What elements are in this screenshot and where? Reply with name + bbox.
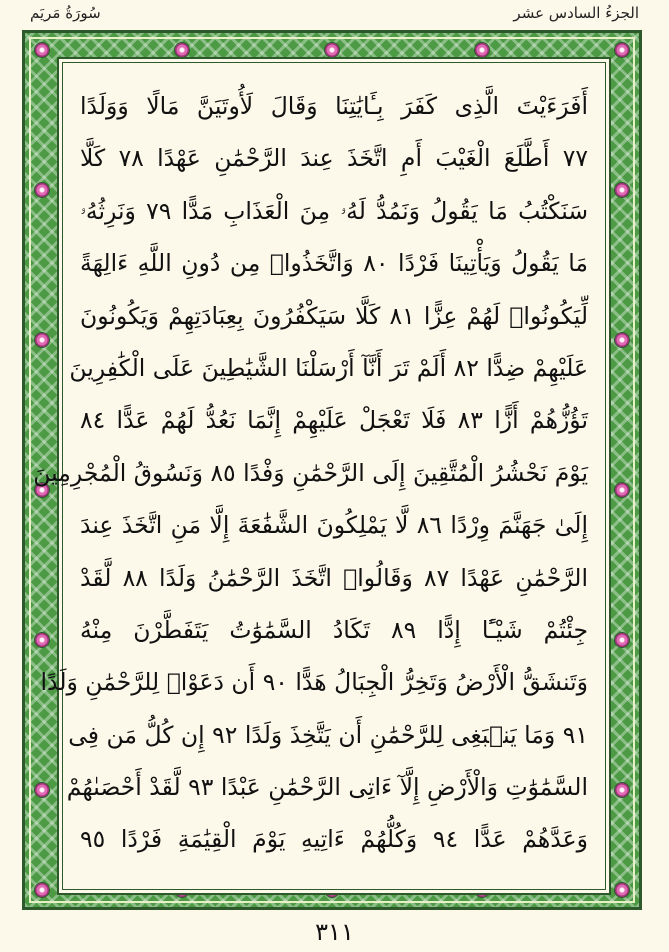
text-line: لِّيَكُونُوا۟ لَهُمْ عِزًّا ٨١ كَلَّا سَيَكْفُرُونَ بِعِبَادَتِهِمْ وَيَكُونُونَ bbox=[80, 301, 588, 330]
rosette-ornament-icon bbox=[35, 333, 49, 347]
page-number: ٣١١ bbox=[315, 918, 354, 946]
rosette-ornament-icon bbox=[615, 483, 629, 497]
text-line: ٧٧ أَطَّلَعَ الْغَيْبَ أَمِ اتَّخَذَ عِندَ الرَّحْمَٰنِ عَهْدًا ٧٨ كَلَّا bbox=[80, 144, 588, 173]
rosette-ornament-icon bbox=[35, 633, 49, 647]
rosette-ornament-icon bbox=[35, 783, 49, 797]
text-line: وَعَدَّهُمْ عَدًّا ٩٤ وَكُلُّهُمْ ءَاتِيهِ يَوْمَ الْقِيَٰمَةِ فَرْدًا ٩٥ bbox=[80, 825, 588, 854]
text-line: تَؤُزُّهُمْ أَزًّا ٨٣ فَلَا تَعْجَلْ عَلَيْهِمْ إِنَّمَا نَعُدُّ لَهُمْ عَدًّا ٨٤ bbox=[80, 406, 588, 435]
rosette-ornament-icon bbox=[35, 883, 49, 897]
text-line: مَا يَقُولُ وَيَأْتِينَا فَرْدًا ٨٠ وَاتَّخَذُوا۟ مِن دُونِ اللَّهِ ءَالِهَةً bbox=[80, 249, 588, 278]
rosette-ornament-icon bbox=[35, 183, 49, 197]
text-line: سَنَكْتُبُ مَا يَقُولُ وَنَمُدُّ لَهُۥ مِنَ الْعَذَابِ مَدًّا ٧٩ وَنَرِثُهُۥ bbox=[80, 196, 589, 225]
text-line: إِلَىٰ جَهَنَّمَ وِرْدًا ٨٦ لَّا يَمْلِكُونَ الشَّفَٰعَةَ إِلَّا مَنِ اتَّخَذَ عِندَ bbox=[80, 511, 588, 540]
text-line: الرَّحْمَٰنِ عَهْدًا ٨٧ وَقَالُوا۟ اتَّخَذَ الرَّحْمَٰنُ وَلَدًا ٨٨ لَّقَدْ bbox=[80, 563, 588, 592]
juz-title: الجزءُ السادس عشر bbox=[513, 4, 639, 22]
rosette-ornament-icon bbox=[175, 43, 189, 57]
rosette-ornament-icon bbox=[615, 883, 629, 897]
rosette-ornament-icon bbox=[615, 183, 629, 197]
rosette-ornament-icon bbox=[615, 633, 629, 647]
text-line: السَّمَٰوَٰتِ وَالْأَرْضِ إِلَّآ ءَاتِى الرَّحْمَٰنِ عَبْدًا ٩٣ لَّقَدْ أَحْصَىٰهُمْ bbox=[66, 773, 588, 802]
text-line: يَوْمَ نَحْشُرُ الْمُتَّقِينَ إِلَى الرَّحْمَٰنِ وَفْدًا ٨٥ وَنَسُوقُ الْمُجْرِمِينَ bbox=[33, 458, 588, 487]
rosette-ornament-icon bbox=[615, 43, 629, 57]
text-line: أَفَرَءَيْتَ الَّذِى كَفَرَ بِـَٔايَٰتِنَا وَقَالَ لَأُوتَيَنَّ مَالًا وَوَلَدًا bbox=[80, 92, 588, 120]
text-line: جِئْتُمْ شَيْـًٔا إِدًّا ٨٩ تَكَادُ السَّمَٰوَٰتُ يَتَفَطَّرْنَ مِنْهُ bbox=[80, 615, 589, 644]
surah-title: سُورَةُ مَريَم bbox=[30, 4, 101, 22]
text-line: عَلَيْهِمْ ضِدًّا ٨٢ أَلَمْ تَرَ أَنَّآ أَرْسَلْنَا الشَّيَٰطِينَ عَلَى الْكَٰفِرِينَ bbox=[69, 353, 588, 382]
rosette-ornament-icon bbox=[325, 43, 339, 57]
rosette-ornament-icon bbox=[475, 43, 489, 57]
text-line: وَتَنشَقُّ الْأَرْضُ وَتَخِرُّ الْجِبَالُ هَدًّا ٩٠ أَن دَعَوْا۟ لِلرَّحْمَٰنِ وَلَدًا bbox=[40, 668, 588, 697]
rosette-ornament-icon bbox=[615, 333, 629, 347]
text-line: ٩١ وَمَا يَنۢبَغِى لِلرَّحْمَٰنِ أَن يَتَّخِذَ وَلَدًا ٩٢ إِن كُلُّ مَن فِى bbox=[68, 720, 588, 749]
rosette-ornament-icon bbox=[35, 43, 49, 57]
quran-text-block bbox=[33, 80, 589, 866]
rosette-ornament-icon bbox=[615, 783, 629, 797]
